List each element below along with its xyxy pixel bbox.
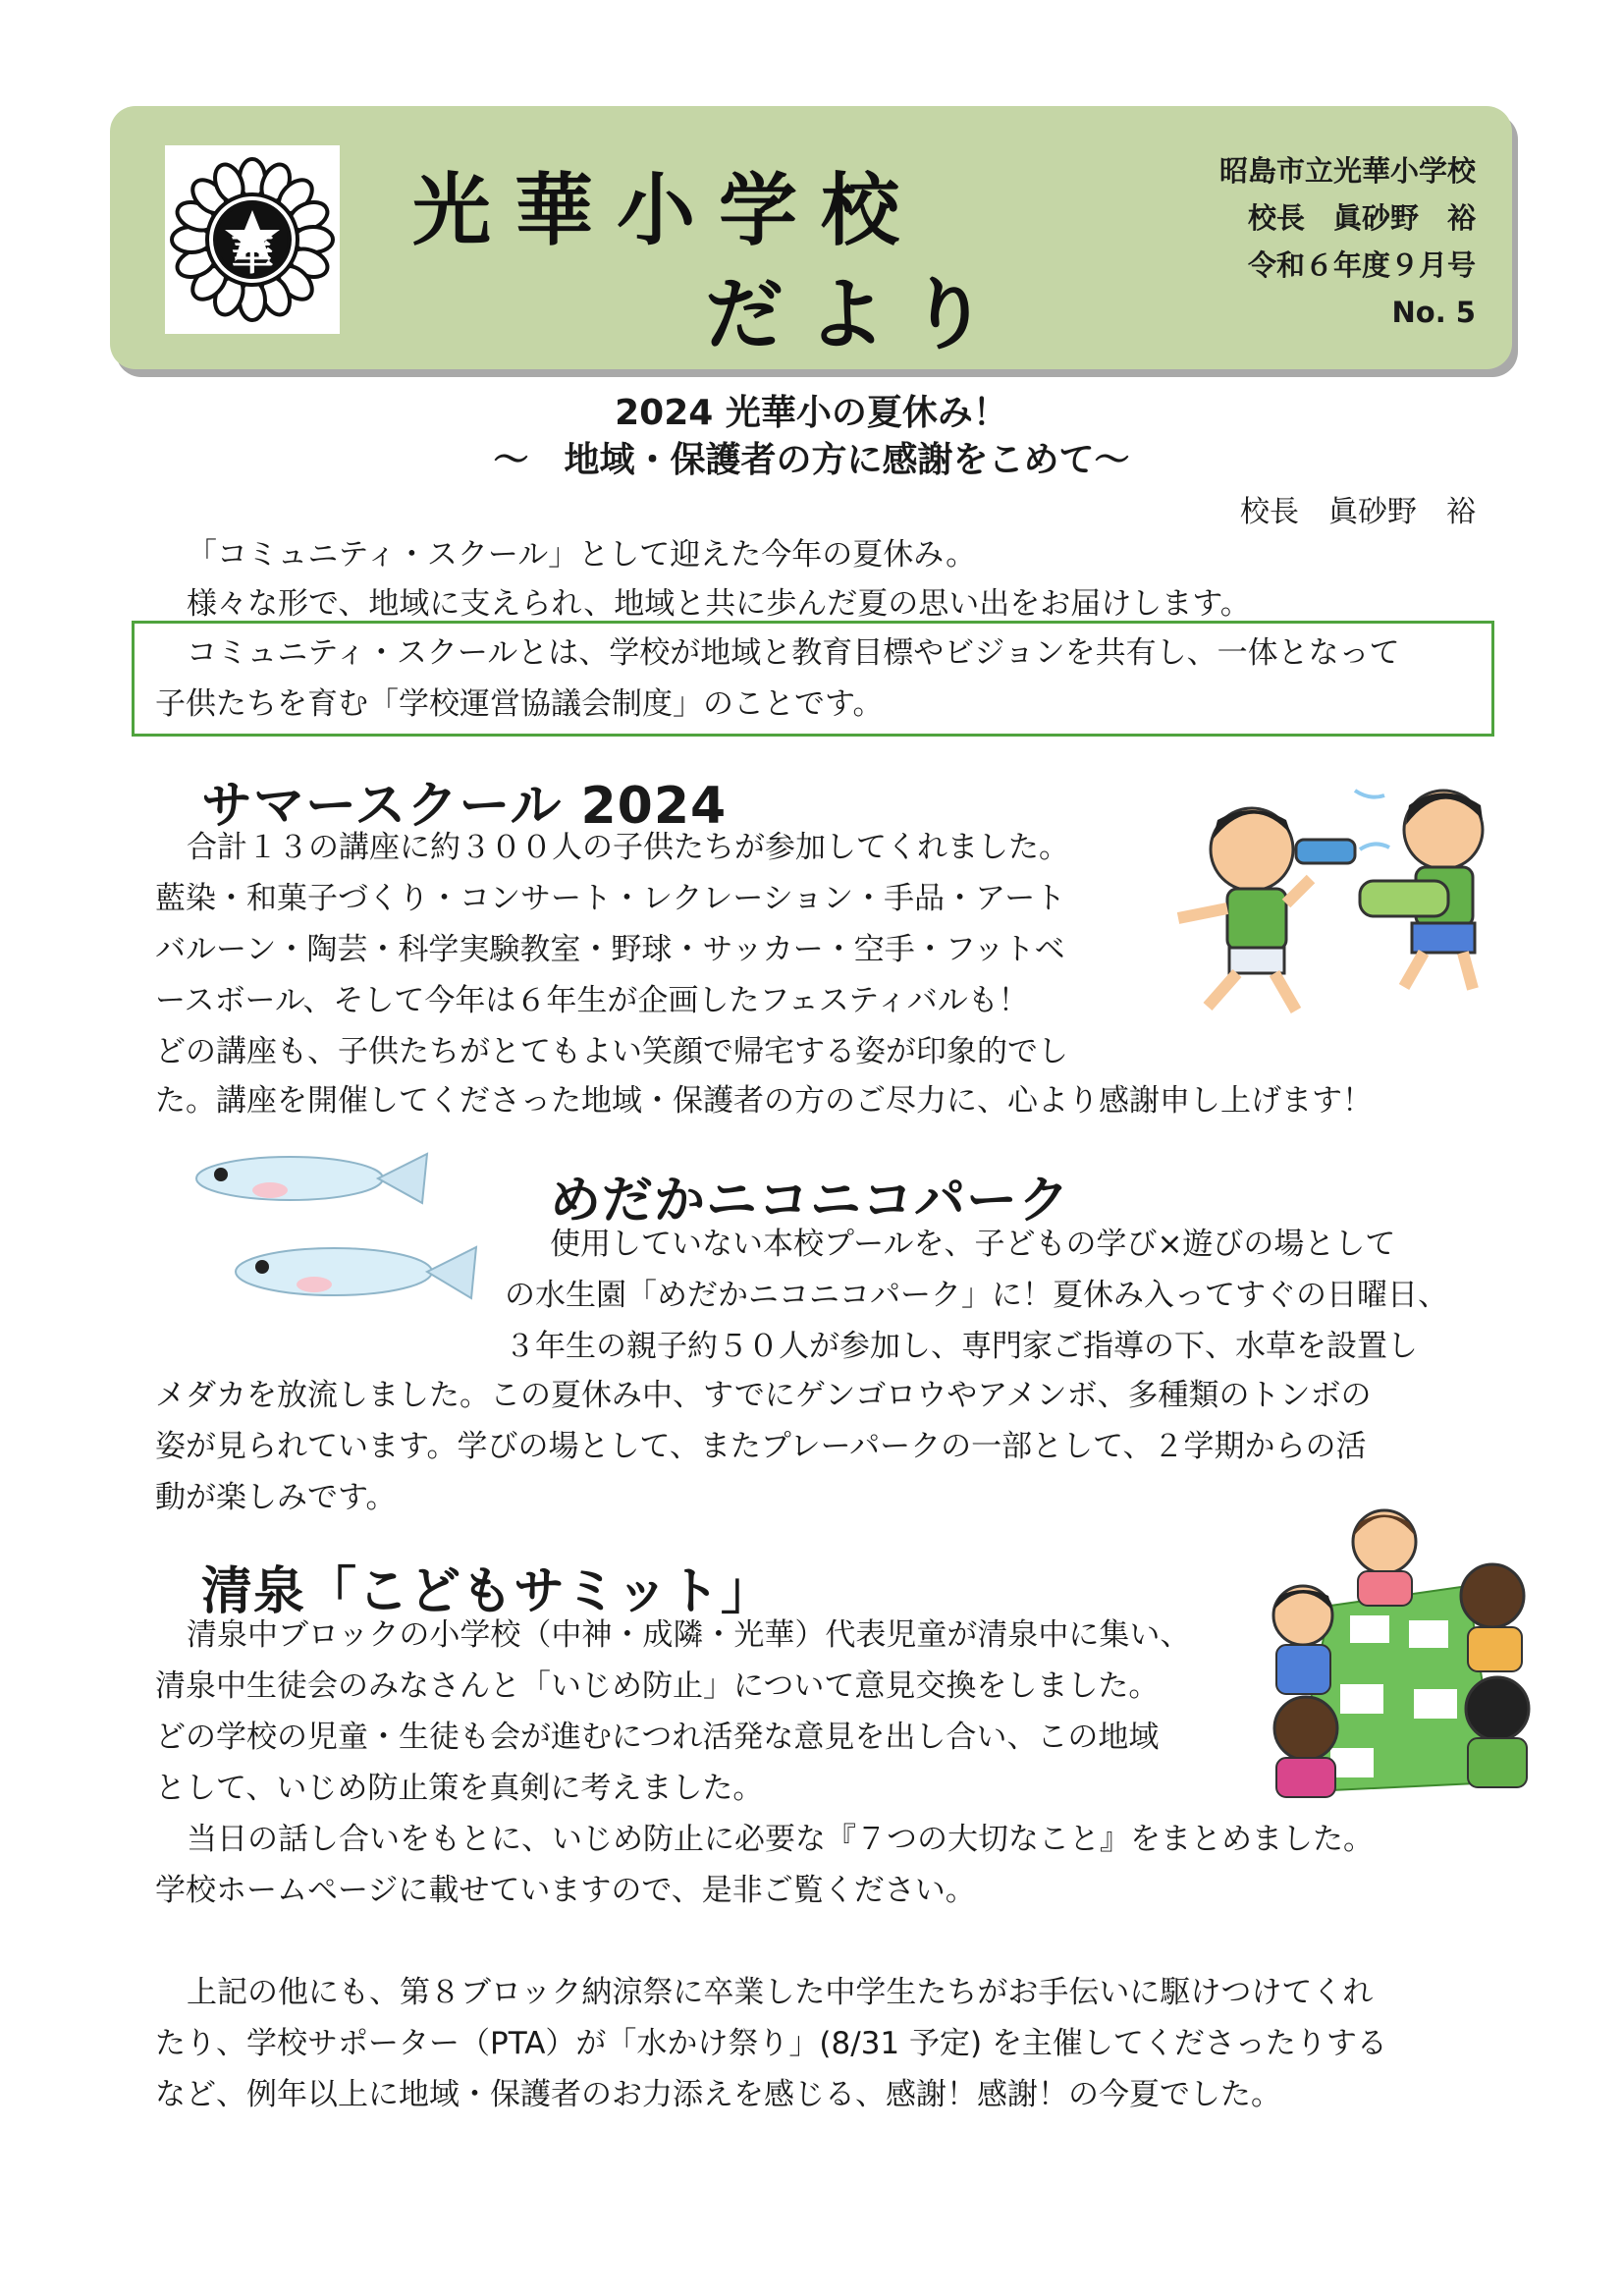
summer-line: 藍染・和菓子づくり・コンサート・レクレーション・手品・アート xyxy=(155,881,1066,916)
svg-text:華: 華 xyxy=(231,230,274,280)
headline-line1: 2024 光華小の夏休み！ xyxy=(615,393,1008,433)
medaka-line: 姿が見られています。学びの場として、またプレーパークの一部として、２学期からの活 xyxy=(155,1429,1367,1464)
summer-line: どの講座も、子供たちがとてもよい笑顔で帰宅する姿が印象的でし xyxy=(155,1034,1068,1069)
newsletter-title-line2: だより xyxy=(705,268,1011,360)
section-title-summer-school: サマースクール 2024 xyxy=(201,777,728,836)
section-title-summit: 清泉「こどもサミット」 xyxy=(201,1562,773,1621)
section-title-medaka: めだかニコニコパーク xyxy=(550,1172,1071,1230)
medaka-line: 動が楽しみです。 xyxy=(155,1480,397,1515)
summit-line: として、いじめ防止策を真剣に考えました。 xyxy=(155,1771,764,1806)
summer-line: 合計１３の講座に約３００人の子供たちが参加してくれました。 xyxy=(187,830,1069,865)
summer-line: ースボール、そして今年は６年生が企画したフェスティバルも！ xyxy=(155,983,1029,1018)
water-gun-kids-illustration xyxy=(1159,771,1522,1026)
principal-name: 校長 眞砂野 裕 xyxy=(1247,201,1476,235)
issue-number: No. 5 xyxy=(1391,296,1476,329)
definition-line2: 子供たちを育む「学校運営協議会制度」のことです。 xyxy=(155,686,884,722)
headline-line2: ～ 地域・保護者の方に感謝をこめて～ xyxy=(493,440,1130,480)
headline-author: 校長 眞砂野 裕 xyxy=(1240,495,1476,529)
medaka-line: ３年生の親子約５０人が参加し、専門家ご指導の下、水草を設置し xyxy=(505,1329,1418,1364)
closing-line: たり、学校サポーター（PTA）が「水かけ祭り」(8/31 予定) を主催してくださったりする xyxy=(155,2026,1387,2061)
medaka-fish-illustration xyxy=(191,1139,486,1326)
header-info xyxy=(1219,147,1476,336)
summer-line: た。講座を開催してくださった地域・保護者の方のご尽力に、心より感謝申し上げます！ xyxy=(155,1083,1373,1119)
medaka-line: の水生園「めだかニコニコパーク」に！夏休み入ってすぐの日曜日、 xyxy=(505,1278,1448,1313)
issue-date: 令和６年度９月号 xyxy=(1247,248,1476,282)
summit-line: 学校ホームページに載せていますので、是非ご覧ください。 xyxy=(155,1873,976,1908)
intro-line2: 様々な形で、地域に支えられ、地域と共に歩んだ夏の思い出をお届けします。 xyxy=(187,586,1251,622)
medaka-line: メダカを放流しました。この夏休み中、すでにゲンゴロウやアメンボ、多種類のトンボの xyxy=(155,1378,1372,1413)
summer-line: バルーン・陶芸・科学実験教室・野球・サッカー・空手・フットベ xyxy=(155,932,1065,967)
summit-line: 当日の話し合いをもとに、いじめ防止に必要な『７つの大切なこと』をまとめました。 xyxy=(187,1822,1374,1857)
discussion-table-illustration xyxy=(1262,1498,1537,1802)
summit-line: 清泉中ブロックの小学校（中神・成隣・光華）代表児童が清泉中に集い、 xyxy=(187,1617,1191,1653)
definition-line1: コミュニティ・スクールとは、学校が地域と教育目標やビジョンを共有し、一体となって xyxy=(187,635,1400,671)
closing-line: など、例年以上に地域・保護者のお力添えを感じる、感謝！感謝！の今夏でした。 xyxy=(155,2077,1281,2112)
school-emblem xyxy=(165,145,340,334)
medaka-line: 使用していない本校プールを、子どもの学び×遊びの場として xyxy=(550,1227,1396,1262)
newsletter-title-line1: 光華小学校 xyxy=(412,164,923,256)
intro-line1: 「コミュニティ・スクール」として迎えた今年の夏休み。 xyxy=(187,537,977,573)
school-name: 昭島市立光華小学校 xyxy=(1218,154,1476,188)
summit-line: 清泉中生徒会のみなさんと「いじめ防止」について意見交換をしました。 xyxy=(155,1668,1160,1704)
closing-line: 上記の他にも、第８ブロック納涼祭に卒業した中学生たちがお手伝いに駆けつけてくれ xyxy=(187,1975,1374,2010)
summit-line: どの学校の児童・生徒も会が進むにつれ活発な意見を出し合い、この地域 xyxy=(155,1720,1160,1755)
